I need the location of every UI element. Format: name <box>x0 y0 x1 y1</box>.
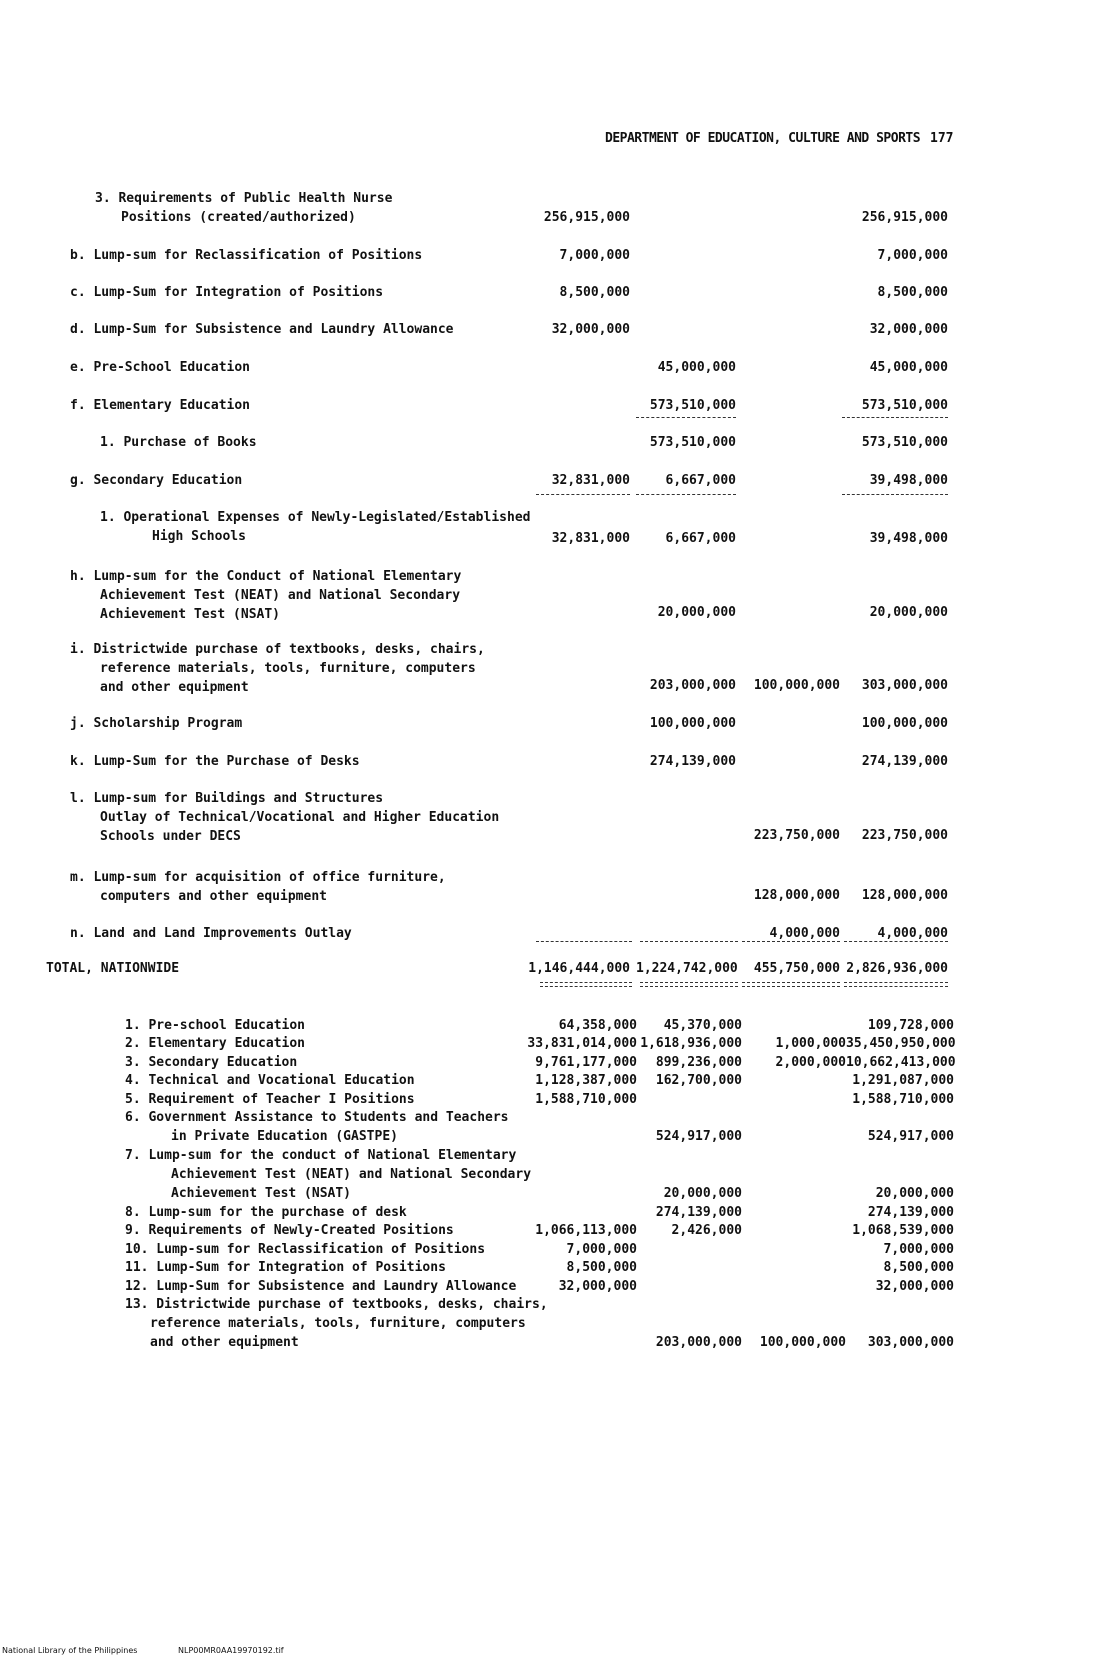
summary-item-c3: 100,000,000 <box>759 1335 846 1350</box>
item-c4: 274,139,000 <box>861 754 948 769</box>
footer-library: National Library of the Philippines <box>2 1646 138 1655</box>
summary-item-c1: 1,066,113,000 <box>535 1223 637 1238</box>
summary-item-c4: 35,450,950,000 <box>846 1036 956 1051</box>
double-rule <box>640 982 738 987</box>
summary-item-label: and other equipment <box>150 1335 299 1350</box>
item-label: j. Scholarship Program <box>70 716 243 731</box>
item-c4: 573,510,000 <box>861 398 948 413</box>
summary-item-label: 2. Elementary Education <box>125 1036 306 1051</box>
summary-item-c2: 524,917,000 <box>655 1129 742 1144</box>
subtotal-rule <box>636 494 736 495</box>
total-rule <box>536 941 632 942</box>
summary-item-label: 5. Requirement of Teacher I Positions <box>125 1092 415 1107</box>
item-label: c. Lump-Sum for Integration of Positions <box>70 285 384 300</box>
item-c4: 223,750,000 <box>861 828 948 843</box>
item-c2: 274,139,000 <box>649 754 736 769</box>
item-c4: 256,915,000 <box>861 210 948 225</box>
item-label: High Schools <box>152 529 246 544</box>
item-c4: 20,000,000 <box>869 605 948 620</box>
item-c1: 7,000,000 <box>559 248 630 263</box>
summary-item-c4: 1,291,087,000 <box>852 1073 954 1088</box>
item-c4: 39,498,000 <box>869 531 948 546</box>
item-label: and other equipment <box>100 680 249 695</box>
item-label: k. Lump-Sum for the Purchase of Desks <box>70 754 360 769</box>
summary-item-label: 12. Lump-Sum for Subsistence and Laundry Allowance <box>125 1279 517 1294</box>
summary-item-label: Achievement Test (NSAT) <box>171 1186 352 1201</box>
total-rule <box>640 941 738 942</box>
item-label: e. Pre-School Education <box>70 360 251 375</box>
item-c2: 6,667,000 <box>665 531 736 546</box>
summary-item-label: 9. Requirements of Newly-Created Positions <box>125 1223 454 1238</box>
double-rule <box>540 982 632 987</box>
summary-item-c1: 1,588,710,000 <box>535 1092 637 1107</box>
item-c2: 203,000,000 <box>649 678 736 693</box>
total-c2: 1,224,742,000 <box>636 961 738 976</box>
summary-item-c4: 1,068,539,000 <box>852 1223 954 1238</box>
summary-item-label: 8. Lump-sum for the purchase of desk <box>125 1205 407 1220</box>
item-c4: 7,000,000 <box>877 248 948 263</box>
double-rule <box>742 982 840 987</box>
item-c3: 223,750,000 <box>753 828 840 843</box>
summary-item-label: 4. Technical and Vocational Education <box>125 1073 415 1088</box>
summary-item-label: Achievement Test (NEAT) and National Secondary <box>171 1167 532 1182</box>
item-label: Achievement Test (NSAT) <box>100 607 281 622</box>
summary-item-c2: 1,618,936,000 <box>640 1036 742 1051</box>
item-c4: 100,000,000 <box>861 716 948 731</box>
item-label: reference materials, tools, furniture, computers <box>100 661 476 676</box>
total-label: TOTAL, NATIONWIDE <box>46 961 180 976</box>
summary-item-c4: 109,728,000 <box>867 1018 954 1033</box>
total-c1: 1,146,444,000 <box>528 961 630 976</box>
summary-item-c4: 274,139,000 <box>867 1205 954 1220</box>
summary-item-c4: 8,500,000 <box>883 1260 954 1275</box>
item-c1: 32,000,000 <box>551 322 630 337</box>
summary-item-c4: 303,000,000 <box>867 1335 954 1350</box>
item-c4: 4,000,000 <box>877 926 948 941</box>
item-label: Achievement Test (NEAT) and National Secondary <box>100 588 461 603</box>
item-c2: 573,510,000 <box>649 398 736 413</box>
total-rule <box>844 941 948 942</box>
item-c2: 573,510,000 <box>649 435 736 450</box>
item-c1: 32,831,000 <box>551 473 630 488</box>
summary-item-c3: 1,000,000 <box>775 1036 846 1051</box>
item-c3: 128,000,000 <box>753 888 840 903</box>
item-c4: 32,000,000 <box>869 322 948 337</box>
item-label: g. Secondary Education <box>70 473 243 488</box>
item-label: 1. Purchase of Books <box>100 435 257 450</box>
item-c4: 128,000,000 <box>861 888 948 903</box>
total-c3: 455,750,000 <box>753 961 840 976</box>
item-c4: 45,000,000 <box>869 360 948 375</box>
summary-item-label: in Private Education (GASTPE) <box>171 1129 398 1144</box>
total-rule <box>742 941 840 942</box>
summary-item-c2: 2,426,000 <box>671 1223 742 1238</box>
item-c4: 8,500,000 <box>877 285 948 300</box>
summary-item-c4: 1,588,710,000 <box>852 1092 954 1107</box>
summary-item-label: 6. Government Assistance to Students and Teachers <box>125 1110 509 1125</box>
double-rule <box>844 982 948 987</box>
item-c1: 256,915,000 <box>543 210 630 225</box>
summary-item-c2: 45,370,000 <box>663 1018 742 1033</box>
item-label: Outlay of Technical/Vocational and Higher Education <box>100 810 500 825</box>
item-c1: 32,831,000 <box>551 531 630 546</box>
summary-item-c4: 20,000,000 <box>875 1186 954 1201</box>
summary-item-c3: 2,000,000 <box>775 1055 846 1070</box>
item-label: Positions (created/authorized) <box>121 210 356 225</box>
summary-item-c2: 899,236,000 <box>655 1055 742 1070</box>
item-c2: 100,000,000 <box>649 716 736 731</box>
summary-item-label: 1. Pre-school Education <box>125 1018 306 1033</box>
summary-item-c1: 1,128,387,000 <box>535 1073 637 1088</box>
item-c2: 45,000,000 <box>657 360 736 375</box>
summary-item-label: 10. Lump-sum for Reclassification of Positions <box>125 1242 486 1257</box>
item-c2: 20,000,000 <box>657 605 736 620</box>
subtotal-rule <box>842 417 948 418</box>
item-label: h. Lump-sum for the Conduct of National Elementary <box>70 569 462 584</box>
summary-item-c4: 32,000,000 <box>875 1279 954 1294</box>
item-label: d. Lump-Sum for Subsistence and Laundry Allowance <box>70 322 454 337</box>
subtotal-rule <box>536 494 630 495</box>
item-c3: 4,000,000 <box>769 926 840 941</box>
summary-item-c1: 33,831,014,000 <box>527 1036 637 1051</box>
item-c4: 39,498,000 <box>869 473 948 488</box>
item-label: computers and other equipment <box>100 889 327 904</box>
summary-item-c4: 10,662,413,000 <box>846 1055 956 1070</box>
item-label: Schools under DECS <box>100 829 241 844</box>
item-label: n. Land and Land Improvements Outlay <box>70 926 352 941</box>
page-number: 177 <box>930 131 954 146</box>
item-label: b. Lump-sum for Reclassification of Positions <box>70 248 423 263</box>
item-c4: 303,000,000 <box>861 678 948 693</box>
summary-item-label: reference materials, tools, furniture, computers <box>150 1316 526 1331</box>
subtotal-rule <box>636 417 736 418</box>
summary-item-c2: 20,000,000 <box>663 1186 742 1201</box>
item-c3: 100,000,000 <box>753 678 840 693</box>
summary-item-c1: 64,358,000 <box>558 1018 637 1033</box>
item-label: 3. Requirements of Public Health Nurse <box>95 191 393 206</box>
summary-item-c2: 162,700,000 <box>655 1073 742 1088</box>
summary-item-c4: 524,917,000 <box>867 1129 954 1144</box>
item-label: f. Elementary Education <box>70 398 251 413</box>
summary-item-label: 13. Districtwide purchase of textbooks, desks, chairs, <box>125 1297 548 1312</box>
footer-filename: NLP00MR0AA19970192.tif <box>178 1646 284 1655</box>
page-header-title: DEPARTMENT OF EDUCATION, CULTURE AND SPORTS <box>605 131 921 146</box>
total-c4: 2,826,936,000 <box>846 961 948 976</box>
summary-item-label: 11. Lump-Sum for Integration of Positions <box>125 1260 446 1275</box>
summary-item-label: 7. Lump-sum for the conduct of National Elementary <box>125 1148 517 1163</box>
summary-item-c2: 274,139,000 <box>655 1205 742 1220</box>
item-label: 1. Operational Expenses of Newly-Legislated/Established <box>100 510 531 525</box>
item-label: l. Lump-sum for Buildings and Structures <box>70 791 384 806</box>
summary-item-label: 3. Secondary Education <box>125 1055 298 1070</box>
item-c1: 8,500,000 <box>559 285 630 300</box>
summary-item-c1: 32,000,000 <box>558 1279 637 1294</box>
summary-item-c2: 203,000,000 <box>655 1335 742 1350</box>
summary-item-c1: 7,000,000 <box>566 1242 637 1257</box>
item-label: m. Lump-sum for acquisition of office furniture, <box>70 870 446 885</box>
summary-item-c4: 7,000,000 <box>883 1242 954 1257</box>
summary-item-c1: 9,761,177,000 <box>535 1055 637 1070</box>
summary-item-c1: 8,500,000 <box>566 1260 637 1275</box>
item-c2: 6,667,000 <box>665 473 736 488</box>
subtotal-rule <box>842 494 948 495</box>
item-label: i. Districtwide purchase of textbooks, desks, chairs, <box>70 642 485 657</box>
item-c4: 573,510,000 <box>861 435 948 450</box>
